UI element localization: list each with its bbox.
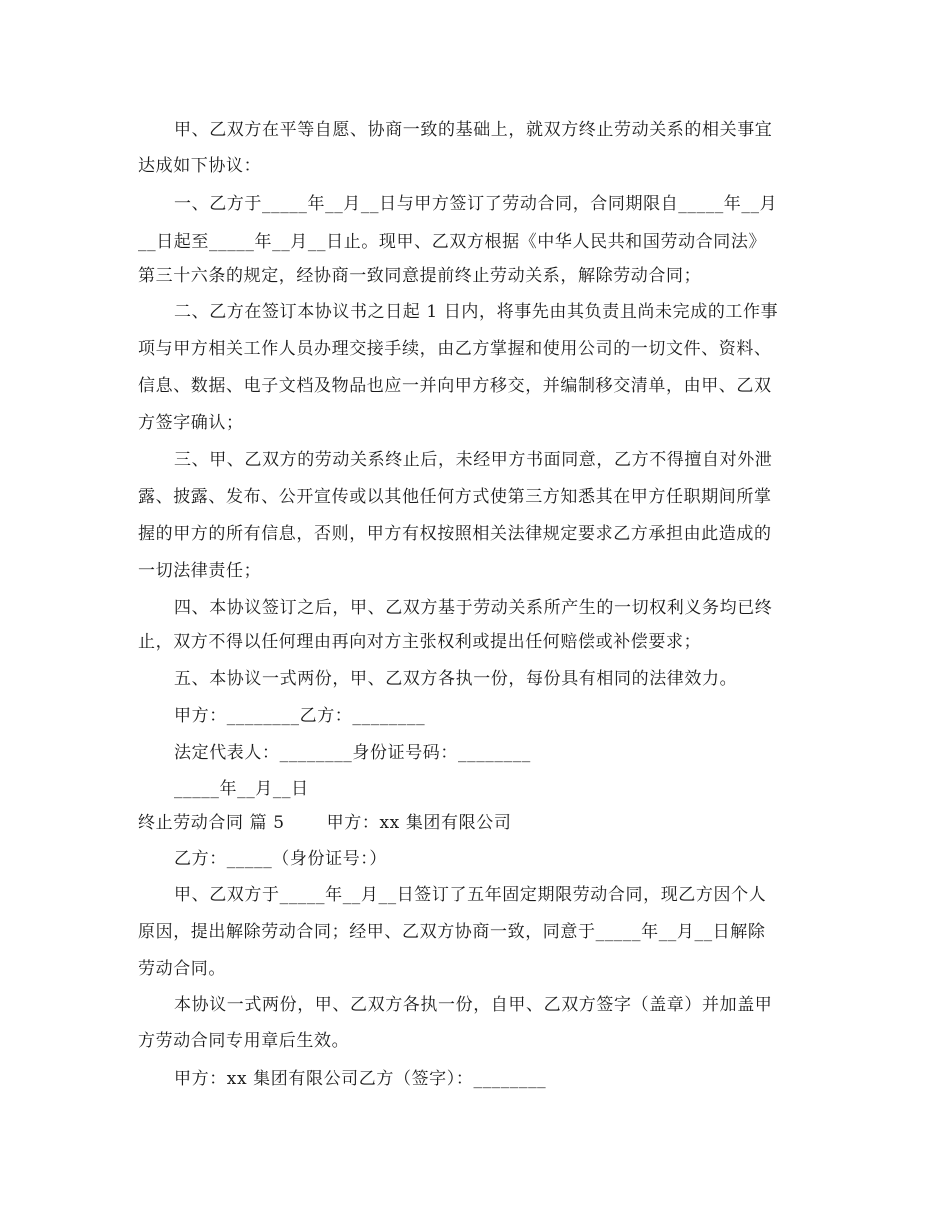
contract-5-paragraph-2-line-2: 方劳动合同专用章后生效。 xyxy=(138,1031,350,1051)
clause-2-line-3: 信息、数据、电子文档及物品也应一并向甲方移交，并编制移交清单，由甲、乙双 xyxy=(138,376,772,396)
clause-1-line-2: __日起至_____年__月__日止。现甲、乙双方根据《中华人民共和国劳动合同法》 xyxy=(138,232,767,252)
clause-3-line-3: 握的甲方的所有信息，否则，甲方有权按照相关法律规定要求乙方承担由此造成的 xyxy=(138,524,772,544)
paragraph-intro-line-1: 甲、乙双方在平等自愿、协商一致的基础上，就双方终止劳动关系的相关事宜 xyxy=(174,120,773,140)
clause-2-line-4: 方签字确认； xyxy=(138,413,244,433)
clause-3-line-1: 三、甲、乙双方的劳动关系终止后，未经甲方书面同意，乙方不得擅自对外泄 xyxy=(174,450,773,470)
party-b-id-line: 乙方：_____（身份证号：） xyxy=(174,849,387,869)
clause-1-line-1: 一、乙方于_____年__月__日与甲方签订了劳动合同，合同期限自_____年__月 xyxy=(174,194,778,214)
clause-4-line-1: 四、本协议签订之后，甲、乙双方基于劳动关系所产生的一切权利义务均已终 xyxy=(174,598,773,618)
section-heading-contract-5: 终止劳动合同 篇 5 甲方：xx 集团有限公司 xyxy=(138,813,512,833)
signature-party-line: 甲方：________乙方：________ xyxy=(174,706,426,726)
contract-5-signature-line: 甲方：xx 集团有限公司乙方（签字）：________ xyxy=(174,1069,547,1089)
clause-5-line-1: 五、本协议一式两份，甲、乙双方各执一份，每份具有相同的法律效力。 xyxy=(174,669,738,689)
clause-3-line-4: 一切法律责任； xyxy=(138,561,262,581)
clause-4-line-2: 止，双方不得以任何理由再向对方主张权利或提出任何赔偿或补偿要求； xyxy=(138,632,702,652)
clause-1-line-3: 第三十六条的规定，经协商一致同意提前终止劳动关系，解除劳动合同； xyxy=(138,266,702,286)
contract-5-paragraph-1-line-1: 甲、乙双方于_____年__月__日签订了五年固定期限劳动合同，现乙方因个人 xyxy=(174,885,767,905)
clause-3-line-2: 露、披露、发布、公开宣传或以其他任何方式使第三方知悉其在甲方任职期间所掌 xyxy=(138,487,772,507)
clause-2-line-1: 二、乙方在签订本协议书之日起 1 日内，将事先由其负责且尚未完成的工作事 xyxy=(174,302,779,322)
contract-5-paragraph-1-line-2: 原因，提出解除劳动合同；经甲、乙双方协商一致，同意于_____年__月__日解除 xyxy=(138,922,766,942)
contract-5-paragraph-1-line-3: 劳动合同。 xyxy=(138,959,226,979)
clause-2-line-2: 项与甲方相关工作人员办理交接手续，由乙方掌握和使用公司的一切文件、资料、 xyxy=(138,339,772,359)
paragraph-intro-line-2: 达成如下协议： xyxy=(138,156,262,176)
signature-representative-line: 法定代表人：________身份证号码：________ xyxy=(174,743,531,763)
contract-5-paragraph-2-line-1: 本协议一式两份，甲、乙双方各执一份，自甲、乙双方签字（盖章）并加盖甲 xyxy=(174,995,773,1015)
signature-date-line: _____年__月__日 xyxy=(174,779,309,799)
